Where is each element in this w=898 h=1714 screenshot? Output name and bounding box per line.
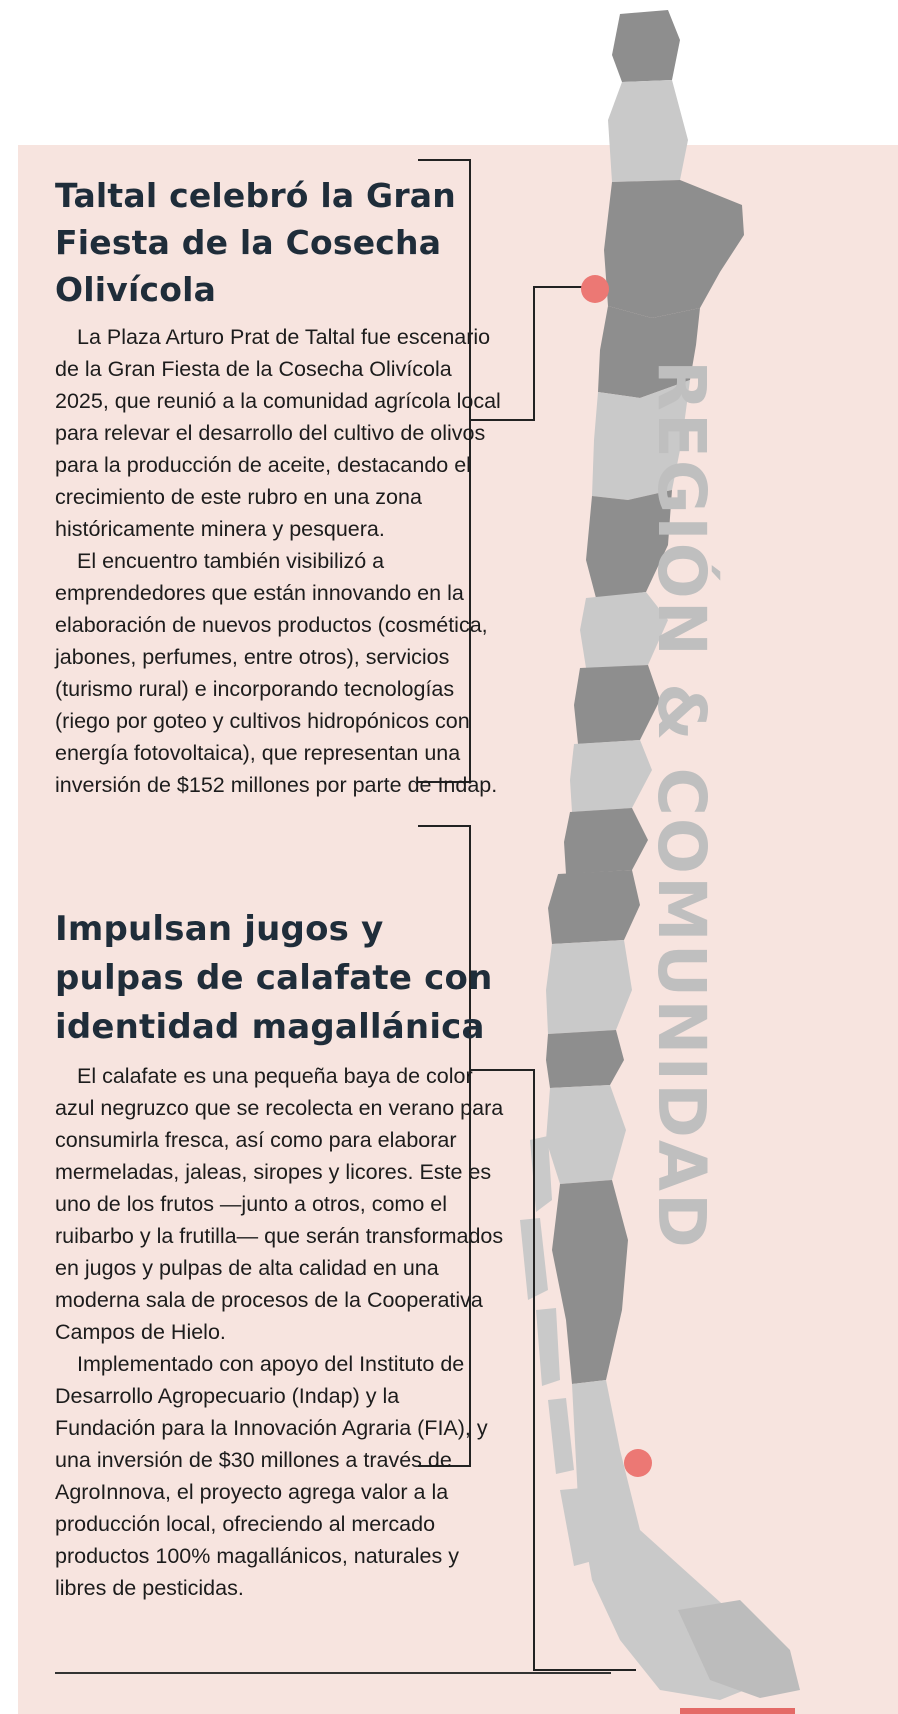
- marker-magallanes: [624, 1449, 652, 1477]
- bottom-divider: [55, 1672, 611, 1674]
- article-taltal: [55, 172, 507, 801]
- article-paragraph: El calafate es una pequeña baya de color azul negruzco que se recolecta en verano para consumirla fresca, así como para elaborar mermeladas, jaleas, siropes y licores. Este es uno de los frutos —junto a otros, como el ruibarbo y la frutilla— que serán transformados en jugos y pulpas de alta calidad en una moderna sala de procesos de la Cooperativa Campos de Hielo.: [55, 1064, 504, 1344]
- map-region-biobio: [548, 870, 640, 944]
- map-region-antofagasta: [604, 180, 744, 318]
- section-label: REGIÓN & COMUNIDAD: [643, 360, 720, 1250]
- map-region-maule: [570, 740, 652, 812]
- article-paragraph: El encuentro también visibilizó a emprendedores que están innovando en la elaboración de nuevos productos (cosmética, jabones, perfumes, entre otros), servicios (turismo rural) e incorporando tecnologías (riego por goteo y cultivos hidropónicos con energía fotovoltaica), que representan una inversión de $152 millones por parte de Indap.: [55, 549, 498, 797]
- map-region-tarapaca: [608, 80, 688, 182]
- marker-taltal: [581, 275, 609, 303]
- article-headline: Impulsan jugos y pulpas de calafate con identidad magallánica: [55, 909, 493, 1047]
- article-calafate: [55, 905, 505, 1604]
- map-region-araucania: [546, 940, 632, 1034]
- article-paragraph: Implementado con apoyo del Instituto de Desarrollo Agropecuario (Indap) y la Fundación para la Innovación Agraria (FIA), y una inversión de $30 millones a través de AgroInnova, el proyecto agrega valor a la producción local, ofreciendo al mercado productos 100% magallánicos, naturales y libres de pesticidas.: [55, 1352, 488, 1600]
- article-paragraph: La Plaza Arturo Prat de Taltal fue escenario de la Gran Fiesta de la Cosecha Olivícola 2025, que reunió a la comunidad agrícola local para relevar el desarrollo del cultivo de olivos para la producción de aceite, destacando el crecimiento de este rubro en una zona históricamente minera y pesquera.: [55, 325, 501, 541]
- article-headline: Taltal celebró la Gran Fiesta de la Cosecha Olivícola: [55, 176, 456, 309]
- map-region-los-lagos: [546, 1085, 626, 1184]
- map-region-nuble: [564, 808, 648, 874]
- accent-bar: [680, 1708, 795, 1714]
- map-region-los-rios: [546, 1030, 624, 1088]
- map-region-aysen: [552, 1180, 628, 1384]
- map-region-arica: [612, 10, 680, 82]
